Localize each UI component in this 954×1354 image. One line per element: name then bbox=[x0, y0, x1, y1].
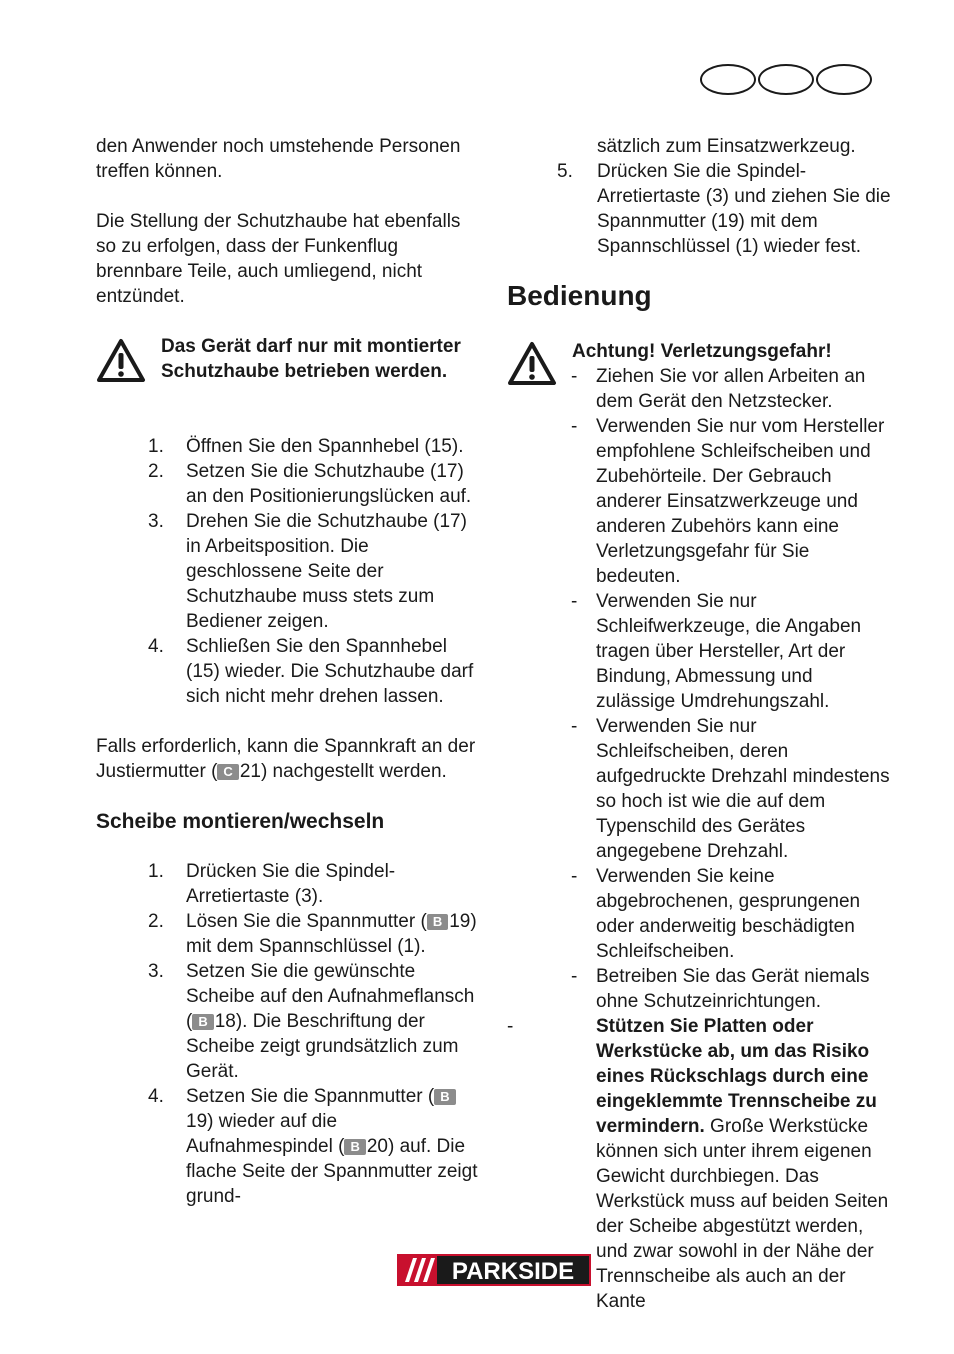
safety-list bbox=[507, 364, 892, 1314]
paragraph: den Anwender noch umstehende Personen treffen können. bbox=[96, 136, 461, 182]
figure-ref-badge: B bbox=[344, 1139, 365, 1155]
figure-ref-badge: B bbox=[192, 1014, 213, 1030]
list-item: 4. Schließen Sie den Spannhebel (15) wieder. Die Schutzhaube darf sich nicht mehr drehen lassen. bbox=[148, 636, 474, 707]
figure-ref-badge: B bbox=[427, 914, 448, 930]
paragraph: Falls erforderlich, kann die Spannkraft an der Justiermutter ( C 21) nachgestellt werden. bbox=[96, 736, 476, 782]
warning-block bbox=[507, 339, 892, 364]
list-item: - Betreiben Sie das Gerät niemals ohne Schutzeinrichtungen. bbox=[571, 966, 870, 1012]
list-item: 1. Öffnen Sie den Spannhebel (15). bbox=[148, 436, 464, 457]
mounting-steps bbox=[96, 434, 481, 709]
figure-ref-badge: C bbox=[217, 764, 238, 780]
list-item: 3. Drehen Sie die Schutzhaube (17) in Arbeitsposition. Die geschlossene Seite der Schutzhaube muss stets zum Bediener zeigen. bbox=[148, 511, 467, 632]
section-heading: Bedienung bbox=[507, 280, 652, 311]
list-item: 2. Lösen Sie die Spannmutter ( B 19) mit dem Spannschlüssel (1). bbox=[148, 911, 477, 957]
section-heading: Scheibe montieren/wechseln bbox=[96, 810, 385, 833]
language-oval-2 bbox=[758, 64, 814, 95]
list-item: 3. Setzen Sie die gewünschte Scheibe auf den Aufnahmeflansch ( B 18). Die Beschriftung der Scheibe zeigt grundsätzlich zum Gerät. bbox=[148, 961, 475, 1082]
list-item: - Verwenden Sie nur Schleifscheiben, deren aufgedruckte Drehzahl mindestens so hoch ist wie die auf dem Typenschild des Gerätes angegebene Drehzahl. bbox=[571, 716, 890, 862]
warning-triangle-icon bbox=[96, 338, 146, 384]
list-item: 2. Setzen Sie die Schutzhaube (17) an den Positionierungslücken auf. bbox=[148, 461, 472, 507]
list-item: - Verwenden Sie nur vom Hersteller empfohlene Schleifscheiben und Zubehörteile. Der Gebrauch anderer Einsatzwerkzeuge und anderen Zubehörs kann eine Verletzungsgefahr für Sie bedeuten. bbox=[571, 416, 885, 587]
list-item: - Verwenden Sie keine abgebrochenen, gesprungenen oder anderweitig beschädigten Schleifscheiben. bbox=[571, 866, 861, 962]
list-item: sätzlich zum Einsatzwerkzeug. bbox=[597, 136, 856, 157]
disc-steps-continued bbox=[507, 134, 892, 259]
list-item: 1. Drücken Sie die Spindel-Arretiertaste (3). bbox=[148, 861, 396, 907]
warning-text: Achtung! Verletzungsgefahr! bbox=[572, 341, 832, 362]
disc-steps bbox=[96, 859, 481, 1209]
list-item: 5. Drücken Sie die Spindel-Arretiertaste (3) und ziehen Sie die Spannmutter (19) mit dem Spannschlüssel (1) wieder fest. bbox=[557, 161, 891, 257]
right-column bbox=[507, 134, 892, 1314]
list-item: - Verwenden Sie nur Schleifwerkzeuge, die Angaben tragen über Hersteller, Art der Bindung, Abmessung und zulässige Umdrehungszahl. bbox=[571, 591, 862, 712]
warning-text: Das Gerät darf nur mit montierter Schutzhaube betrieben werden. bbox=[161, 336, 461, 382]
list-item: - Stützen Sie Platten oder Werkstücke ab, um das Risiko eines Rückschlags durch eine eingeklemmte Trennscheibe zu vermindern. Große Werkstücke können sich unter ihrem eigenen Gewicht durchbiegen. Das Werkstück muss auf beiden Seiten der Scheibe abgestützt werden, und zwar sowohl in der Nähe der Trennscheibe als auch an der Kante bbox=[507, 1016, 889, 1312]
figure-ref-badge: B bbox=[434, 1089, 455, 1105]
language-tabs bbox=[700, 64, 874, 95]
language-oval-1 bbox=[700, 64, 756, 95]
list-item: 4. Setzen Sie die Spannmutter ( B19) wieder auf die Aufnahmespindel ( B 20) auf. Die flache Seite der Spannmutter zeigt grund- bbox=[148, 1086, 478, 1207]
language-oval-3 bbox=[816, 64, 872, 95]
paragraph: Die Stellung der Schutzhaube hat ebenfalls so zu erfolgen, dass der Funkenflug brennbare Teile, auch umliegend, nicht entzündet. bbox=[96, 211, 461, 307]
svg-text:PARKSIDE: PARKSIDE bbox=[451, 1258, 575, 1285]
parkside-logo bbox=[397, 1254, 591, 1286]
list-item: - Ziehen Sie vor allen Arbeiten an dem Gerät den Netzstecker. bbox=[571, 366, 866, 412]
warning-block bbox=[96, 334, 481, 409]
left-column bbox=[96, 134, 481, 1209]
